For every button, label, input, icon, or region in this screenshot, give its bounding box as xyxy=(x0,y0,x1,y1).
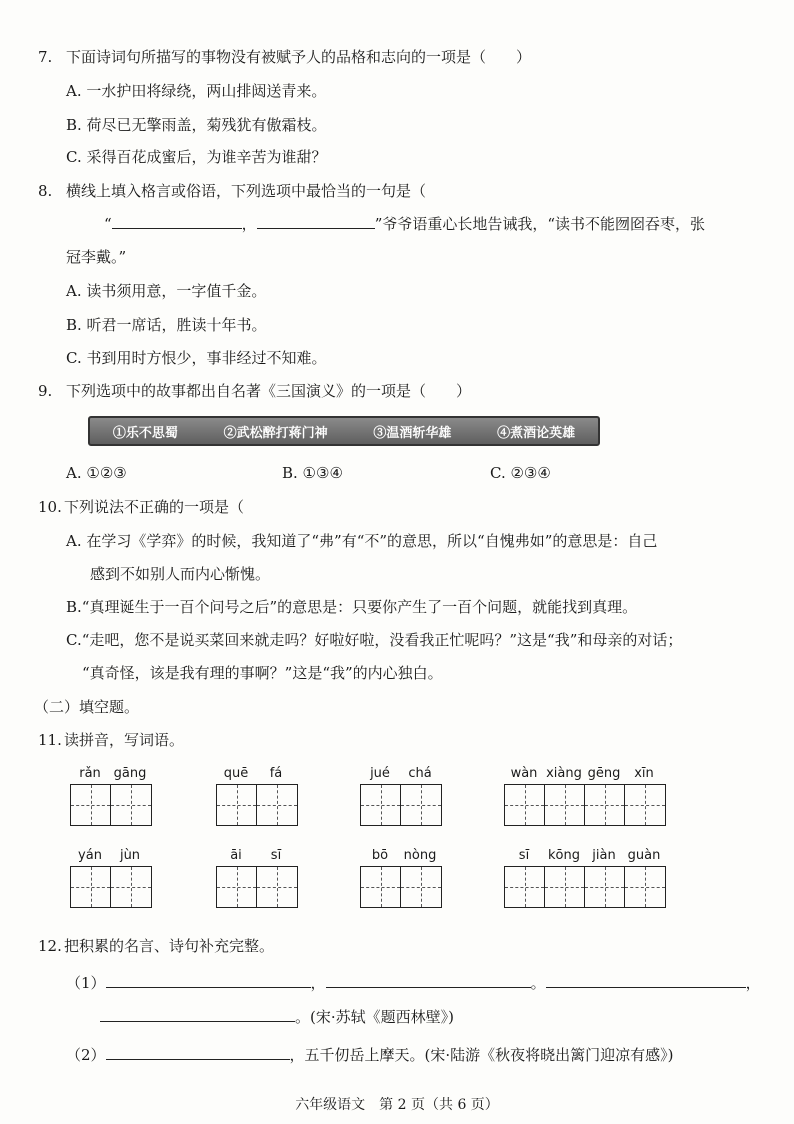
q9-option-b: B. ①③④ xyxy=(282,464,343,482)
q9-option-a: A. ①②③ xyxy=(66,464,127,482)
char-cell[interactable] xyxy=(217,785,257,825)
q12-blank-2[interactable] xyxy=(326,973,531,988)
char-cell[interactable] xyxy=(401,785,441,825)
page-footer: 六年级语文 第 2 页（共 6 页） xyxy=(295,1097,499,1113)
q8-option-c: C. 书到用时方恨少，事非经过不知难。 xyxy=(66,349,327,367)
section-2-heading: （二）填空题。 xyxy=(34,698,140,716)
char-cell[interactable] xyxy=(625,785,665,825)
char-cell[interactable] xyxy=(111,867,151,907)
char-cell[interactable] xyxy=(257,867,297,907)
q10-option-a-line1: A. 在学习《学弈》的时候，我知道了“弗”有“不”的意思，所以“自愧弗如”的意思是：自己 xyxy=(66,532,658,550)
story-1: ①乐不思蜀 xyxy=(112,425,178,441)
q8-option-a: A. 读书须用意，一字值千金。 xyxy=(66,282,267,300)
char-cell[interactable] xyxy=(217,867,257,907)
q12-item-1: （1） ， 。 ， xyxy=(66,974,761,992)
word-grid-4: wàn xiàng gēng xīn xyxy=(504,766,666,826)
char-cell[interactable] xyxy=(401,867,441,907)
char-cell[interactable] xyxy=(545,867,585,907)
story-3: ③温酒斩华雄 xyxy=(373,425,452,441)
q8-quote-end: 冠李戴。” xyxy=(66,248,127,266)
char-cell[interactable] xyxy=(545,785,585,825)
q8-stem: 8. 横线上填入格言或俗语，下列选项中最恰当的一句是（ xyxy=(38,182,427,200)
q7-stem: 7. 下面诗词句所描写的事物没有被赋予人的品格和志向的一项是（ ） xyxy=(38,48,532,66)
q7-option-c: C. 采得百花成蜜后，为谁辛苦为谁甜？ xyxy=(66,148,327,166)
q8-quote-line: “ ， ”爷爷语重心长地告诫我，“读书不能囫囵吞枣，张 xyxy=(104,215,706,233)
q12-blank-5[interactable] xyxy=(106,1045,290,1060)
char-cell[interactable] xyxy=(257,785,297,825)
story-4: ④煮酒论英雄 xyxy=(497,425,576,441)
q12-blank-1[interactable] xyxy=(106,973,311,988)
word-grid-1: rǎn gāng xyxy=(70,766,152,826)
q9-option-c: C. ②③④ xyxy=(490,464,551,482)
word-grid-2: quē fá xyxy=(216,766,298,826)
char-cell[interactable] xyxy=(361,785,401,825)
q12-blank-4[interactable] xyxy=(100,1007,295,1022)
word-grid-7: bō nòng xyxy=(360,848,442,908)
q7-option-a: A. 一水护田将绿绕，两山排闼送青来。 xyxy=(66,82,327,100)
q12-item-2: （2） ，五千仞岳上摩天。(宋·陆游《秋夜将晓出篱门迎凉有感》) xyxy=(66,1046,674,1064)
q8-blank-1[interactable] xyxy=(112,214,242,229)
q12-item-1-source: 。(宋·苏轼《题西林壁》) xyxy=(100,1006,454,1028)
char-cell[interactable] xyxy=(585,867,625,907)
char-cell[interactable] xyxy=(505,867,545,907)
q11-stem: 11. 读拼音，写词语。 xyxy=(38,731,185,749)
story-2: ②武松醉打蒋门神 xyxy=(223,425,328,441)
q12-stem: 12. 把积累的名言、诗句补充完整。 xyxy=(38,937,275,955)
q10-option-b: B.“真理诞生于一百个问号之后”的意思是：只要你产生了一百个问题，就能找到真理。 xyxy=(66,598,638,616)
char-cell[interactable] xyxy=(361,867,401,907)
q10-option-c-line2: “真奇怪，该是我有理的事啊？”这是“我”的内心独白。 xyxy=(82,664,443,682)
char-cell[interactable] xyxy=(505,785,545,825)
q7-option-b: B. 荷尽已无擎雨盖，菊残犹有傲霜枝。 xyxy=(66,116,327,134)
word-grid-5: yán jùn xyxy=(70,848,152,908)
word-grid-6: āi sī xyxy=(216,848,298,908)
char-cell[interactable] xyxy=(71,867,111,907)
q8-option-b: B. 听君一席话，胜读十年书。 xyxy=(66,316,267,334)
char-cell[interactable] xyxy=(625,867,665,907)
q12-blank-3[interactable] xyxy=(546,973,746,988)
word-grid-3: jué chá xyxy=(360,766,442,826)
char-cell[interactable] xyxy=(71,785,111,825)
char-cell[interactable] xyxy=(111,785,151,825)
word-grid-8: sī kōng jiàn guàn xyxy=(504,848,666,908)
q10-option-c-line1: C.“走吧，您不是说买菜回来就走吗？好啦好啦，没看我正忙呢吗？”这是“我”和母亲的对话； xyxy=(66,631,683,649)
q10-option-a-line2: 感到不如别人而内心惭愧。 xyxy=(90,565,271,583)
q10-stem: 10. 下列说法不正确的一项是（ xyxy=(38,498,245,516)
q8-blank-2[interactable] xyxy=(257,214,375,229)
q9-stem: 9. 下列选项中的故事都出自名著《三国演义》的一项是（ ） xyxy=(38,382,472,400)
q9-story-banner xyxy=(88,416,600,446)
char-cell[interactable] xyxy=(585,785,625,825)
